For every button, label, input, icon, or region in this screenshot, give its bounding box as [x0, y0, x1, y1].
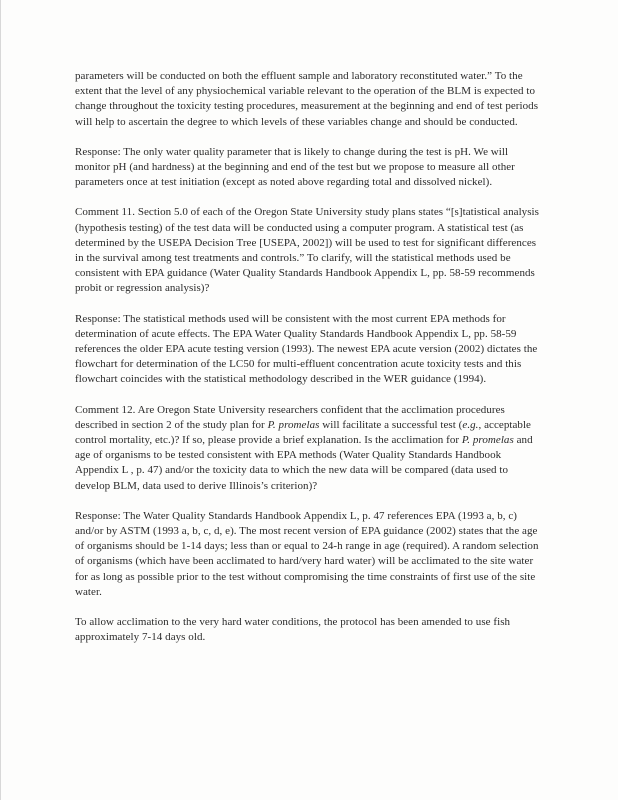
text-span: Comment 12. Are Oregon State University researchers confident that the acclimation procedures described in section 2 of the study plan for [75, 403, 505, 431]
text-span: Comment 11. Section 5.0 of each of the Oregon State University study plans states “[s]tatistical analysis (hypothesis testing) of the test data will be conducted using a computer program. A statistical test (as determined by the USEPA Decision Tree [USEPA, 2002]) will be used to test for significant differences in the survival among test treatments and controls.” To clarify, will the statistical methods used be consistent with EPA guidance (Water Quality Standards Handbook Appendix L, pp. 58-59 recommends probit or regression analysis)? [75, 206, 539, 295]
paragraph-response-12 [75, 509, 545, 600]
text-span: Response: The Water Quality Standards Handbook Appendix L, p. 47 references EPA (1993 a, b, c) and/or by ASTM (1993 a, b, c, d, e). The most recent version of EPA guidance (2002) states that the age of organisms should be 1-14 days; less than or equal to 24-h range in age (required). A random selection of organisms (which have been acclimated to hard/very hard water) will be acclimated to the site water for as long as possible prior to the test without compromising the time constraints of first use of the site water. [75, 509, 539, 598]
text-span: parameters will be conducted on both the effluent sample and laboratory reconstituted water.” To the extent that the level of any physiochemical variable relevant to the operation of the BLM is expected to change throughout the toxicity testing procedures, measurement at the beginning and end of test periods will help to ascertain the degree to which levels of these variables change and should be conducted. [75, 70, 539, 128]
paragraph-comment-10-continued [75, 69, 545, 130]
text-span: will facilitate a successful test ( [319, 418, 463, 431]
paragraph-response-10 [75, 145, 545, 191]
text-span: Response: The statistical methods used will be consistent with the most current EPA methods for determination of acute effects. The EPA Water Quality Standards Handbook Appendix L, pp. 58-59 references the older EPA acute testing version (1993). The newest EPA acute version (2002) dictates the flowchart for determination of the LC50 for multi-effluent concentration acute toxicity tests and this flowchart coincides with the statistical methodology described in the WER guidance (1994). [75, 312, 538, 386]
paragraph-comment-12 [75, 403, 545, 494]
document-body [75, 69, 545, 661]
text-span: Response: The only water quality parameter that is likely to change during the test is pH. We will monitor pH (and hardness) at the beginning and end of the test but we propose to measure all other parameters once at test initiation (except as noted above regarding total and dissolved nickel). [75, 145, 515, 189]
abbreviation-italic: e.g. [462, 418, 479, 431]
text-span: , acceptable control mortality, etc.)? If so, please provide a brief explanation. Is the acclimation for [75, 418, 531, 447]
species-name-italic: P. promelas [267, 418, 320, 431]
paragraph-comment-11 [75, 205, 545, 296]
paragraph-response-11 [75, 312, 545, 388]
text-span: To allow acclimation to the very hard water conditions, the protocol has been amended to use fish approximately 7-14 days old. [75, 616, 511, 644]
paragraph-protocol-amendment [75, 615, 545, 645]
species-name-italic: P. promelas [461, 434, 514, 447]
text-span: and age of organisms to be tested consistent with EPA methods (Water Quality Standards Handbook Appendix L , p. 47) and/or the toxicity data to which the new data will be compared (data used to develop BLM, data used to derive Illinois’s criterion)? [75, 434, 533, 492]
